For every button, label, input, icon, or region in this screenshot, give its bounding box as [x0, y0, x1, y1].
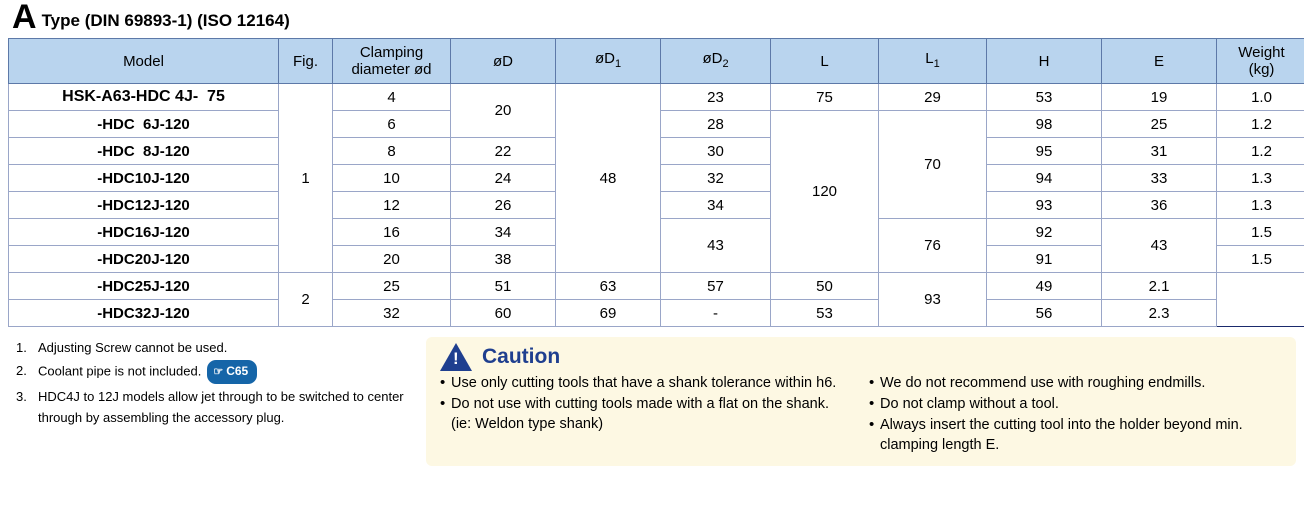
table-row [9, 273, 1304, 300]
bottom-section [8, 337, 1296, 466]
cell-weight: 1.2 [1217, 111, 1304, 138]
cell-model: -HDC12J-120 [9, 192, 279, 219]
caution-title: Caution [482, 345, 561, 368]
caution-content [440, 373, 1282, 456]
cell-h: 93 [987, 192, 1102, 219]
list-item [440, 394, 853, 434]
col-header-clamping-diameter: Clamping diameter ød [333, 39, 451, 84]
cell-d2: 23 [661, 84, 771, 111]
cell-h: 93 [879, 273, 987, 327]
caution-text: We do not recommend use with roughing endmills. [880, 375, 1206, 391]
bullet-icon: • [440, 395, 446, 412]
bullet-icon: • [869, 416, 875, 433]
cell-model: -HDC 8J-120 [9, 138, 279, 165]
cell-h: 94 [987, 165, 1102, 192]
cell-d2: 28 [661, 111, 771, 138]
cell-d2: 32 [661, 165, 771, 192]
cell-d: 20 [451, 84, 556, 138]
cell-d1: 48 [556, 84, 661, 273]
list-item [16, 386, 416, 428]
col-header-l1: $L_1$ [879, 39, 987, 84]
bullet-icon: • [869, 374, 875, 391]
cell-clamping: 20 [333, 246, 451, 273]
arrow-icon: ☞ [213, 366, 224, 378]
cell-e: 33 [1102, 165, 1217, 192]
list-item [16, 337, 416, 358]
note-text [38, 360, 416, 384]
cell-model: -HDC20J-120 [9, 246, 279, 273]
cell-e: 19 [1102, 84, 1217, 111]
cell-d2: 30 [661, 138, 771, 165]
caution-text: Do not clamp without a tool. [880, 396, 1059, 412]
table-header-row [9, 39, 1304, 84]
cell-l1: 53 [771, 300, 879, 327]
reference-chip-label: C65 [226, 364, 249, 378]
col-header-h: H [987, 39, 1102, 84]
note-text: Adjusting Screw cannot be used. [38, 340, 228, 355]
cell-model: -HDC32J-120 [9, 300, 279, 327]
cell-clamping: 6 [333, 111, 451, 138]
caution-header [440, 343, 1282, 371]
cell-d: 26 [451, 192, 556, 219]
caution-left-column [440, 373, 853, 456]
caution-text: Use only cutting tools that have a shank tolerance within h6. [451, 375, 837, 391]
cell-d1: 63 [556, 273, 661, 300]
col-header-d: øD [451, 39, 556, 84]
cell-l1: 29 [879, 84, 987, 111]
table-row [9, 84, 1304, 111]
cell-e: 31 [1102, 138, 1217, 165]
cell-h: 91 [987, 246, 1102, 273]
note-number: 1. [16, 340, 27, 355]
cell-clamping: 32 [333, 300, 451, 327]
section-title [8, 0, 1296, 38]
cell-d: 34 [451, 219, 556, 246]
col-header-d1: $øD_1$ [556, 39, 661, 84]
caution-text: Always insert the cutting tool into the holder beyond min. clamping length E. [880, 417, 1243, 453]
col-header-l: L [771, 39, 879, 84]
table-row [9, 300, 1304, 327]
cell-clamping: 4 [333, 84, 451, 111]
note-text-label: Coolant pipe is not included. [38, 363, 202, 379]
cell-e: 49 [987, 273, 1102, 300]
cell-weight: 1.5 [1217, 219, 1304, 246]
cell-weight: 1.3 [1217, 165, 1304, 192]
cell-clamping: 12 [333, 192, 451, 219]
notes-list [8, 337, 416, 466]
page-title: Type (DIN 69893-1) (ISO 12164) [41, 11, 290, 30]
cell-d2: 34 [661, 192, 771, 219]
reference-chip[interactable] [207, 360, 257, 384]
cell-model: -HDC25J-120 [9, 273, 279, 300]
col-header-model: Model [9, 39, 279, 84]
cell-h: 95 [987, 138, 1102, 165]
cell-l1: 50 [771, 273, 879, 300]
cell-d2: 43 [661, 219, 771, 273]
cell-clamping: 16 [333, 219, 451, 246]
cell-d: 24 [451, 165, 556, 192]
cell-d2: 57 [661, 273, 771, 300]
cell-e: 43 [1102, 219, 1217, 273]
cell-clamping: 8 [333, 138, 451, 165]
col-header-fig: Fig. [279, 39, 333, 84]
type-letter: A [12, 0, 36, 36]
bullet-icon: • [440, 374, 446, 391]
spec-table [8, 38, 1304, 327]
list-item [869, 394, 1282, 414]
cell-h: 98 [987, 111, 1102, 138]
cell-h: 92 [987, 219, 1102, 246]
col-header-weight: Weight (kg) [1217, 39, 1304, 84]
list-item [869, 415, 1282, 455]
list-item [16, 360, 416, 384]
cell-l: 120 [771, 111, 879, 273]
cell-weight: 1.5 [1217, 246, 1304, 273]
list-item [869, 373, 1282, 393]
cell-model: -HDC10J-120 [9, 165, 279, 192]
caution-box [426, 337, 1296, 466]
cell-d2: - [661, 300, 771, 327]
col-header-e: E [1102, 39, 1217, 84]
cell-e: 36 [1102, 192, 1217, 219]
cell-d: 22 [451, 138, 556, 165]
cell-d: 60 [451, 300, 556, 327]
cell-l: 75 [771, 84, 879, 111]
cell-d1: 69 [556, 300, 661, 327]
cell-model: -HDC 6J-120 [9, 111, 279, 138]
cell-e: 25 [1102, 111, 1217, 138]
note-text: HDC4J to 12J models allow jet through to be switched to center through by assembling the accessory plug. [38, 389, 404, 425]
cell-d: 38 [451, 246, 556, 273]
cell-weight: 1.3 [1217, 192, 1304, 219]
cell-e: 56 [987, 300, 1102, 327]
cell-clamping: 10 [333, 165, 451, 192]
cell-weight: 2.1 [1102, 273, 1217, 300]
cell-l1: 70 [879, 111, 987, 219]
cell-weight: 1.2 [1217, 138, 1304, 165]
cell-h: 53 [987, 84, 1102, 111]
cell-clamping: 25 [333, 273, 451, 300]
caution-right-column [869, 373, 1282, 456]
list-item [440, 373, 853, 393]
cell-l1: 76 [879, 219, 987, 273]
warning-icon [440, 343, 472, 371]
note-number: 2. [16, 363, 27, 378]
cell-weight: 1.0 [1217, 84, 1304, 111]
cell-fig: 2 [279, 273, 333, 327]
cell-fig: 1 [279, 84, 333, 273]
cell-d: 51 [451, 273, 556, 300]
bullet-icon: • [869, 395, 875, 412]
cell-model: HSK-A63-HDC 4J- 75 [9, 84, 279, 111]
cell-weight: 2.3 [1102, 300, 1217, 327]
cell-model: -HDC16J-120 [9, 219, 279, 246]
caution-text: Do not use with cutting tools made with a flat on the shank. (ie: Weldon type shank) [451, 396, 830, 432]
col-header-d2: $øD_2$ [661, 39, 771, 84]
note-number: 3. [16, 389, 27, 404]
